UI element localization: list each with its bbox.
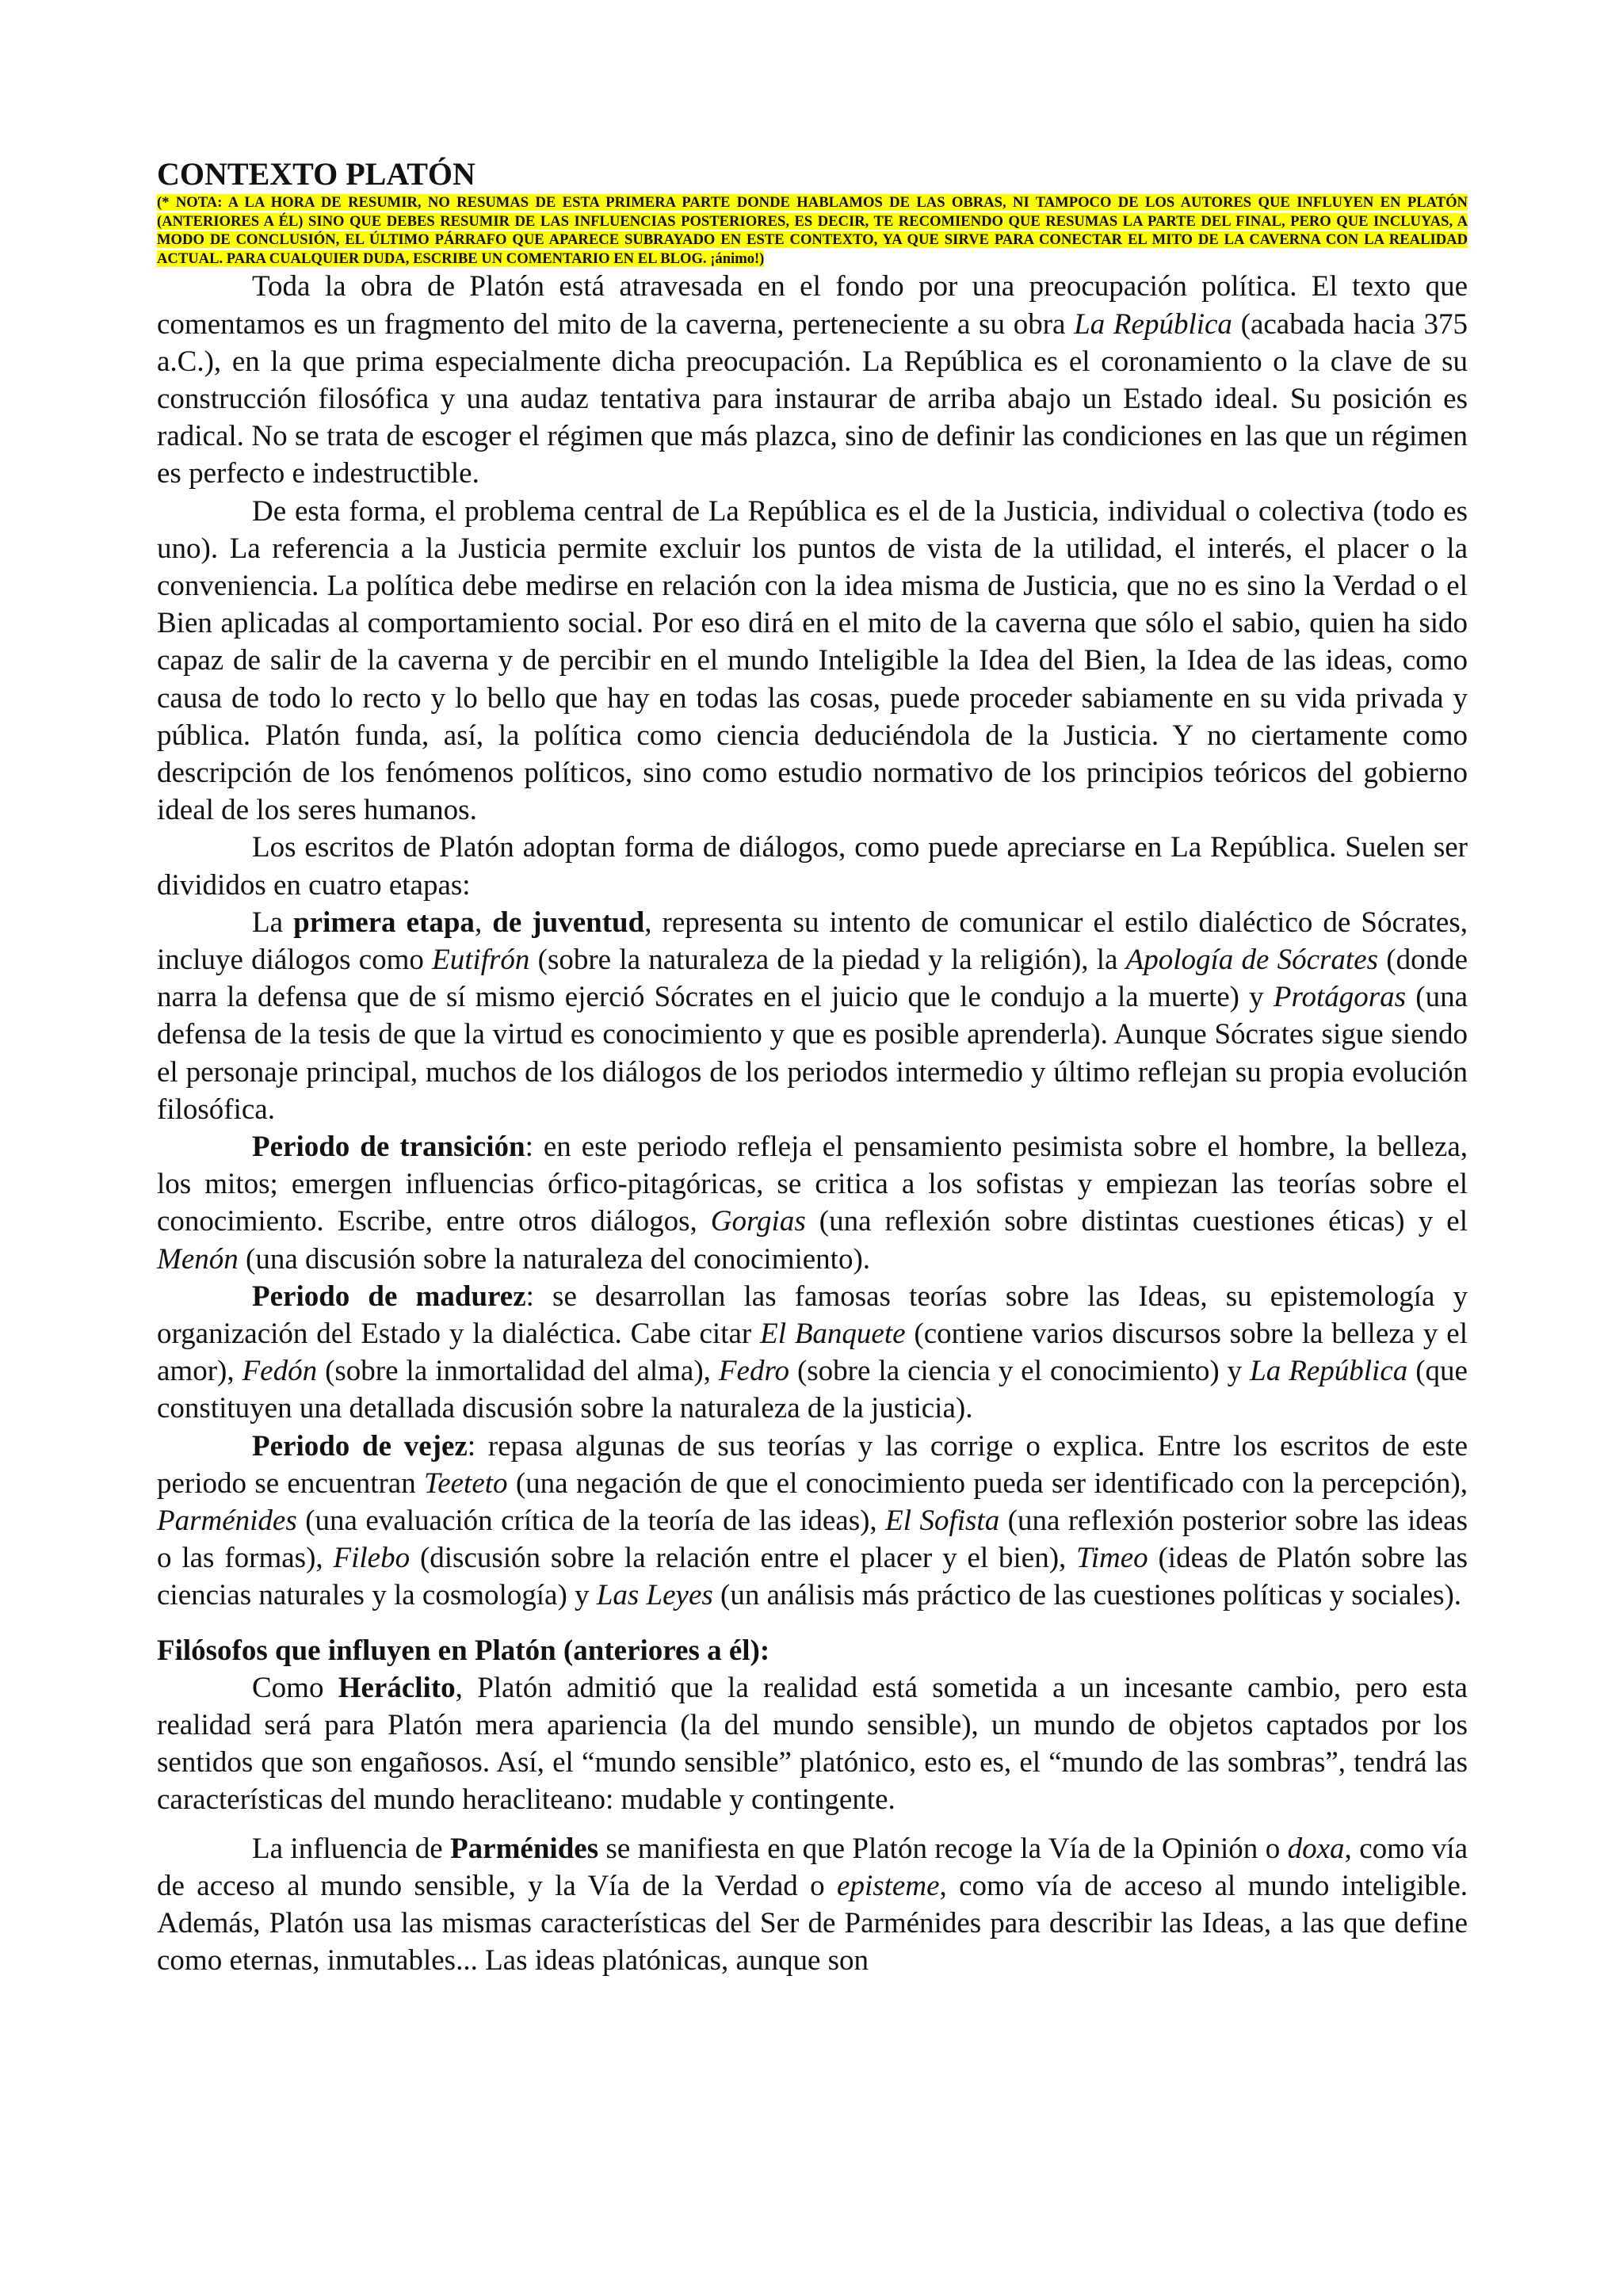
bold-term: primera etapa (293, 906, 475, 939)
work-title: Protágoras (1273, 981, 1407, 1014)
work-title: El Sofista (885, 1505, 1000, 1538)
text-run: : en este periodo refleja el pensamiento pesimista sobre el hombre, la belleza, los mitos; emergen influencias órfico-pitagóricas, se critica a los sofistas y empiezan las teorías sobre el conocimiento. Escribe, entre otros diálogos, (157, 1131, 1468, 1238)
text-run: (un análisis más práctico de las cuestiones políticas y sociales). (712, 1579, 1462, 1612)
bold-term: Periodo de transición (252, 1131, 525, 1164)
highlighted-note (157, 193, 1468, 268)
bold-term: de juventud (492, 906, 645, 939)
work-title: Menón (157, 1242, 239, 1276)
text-run: (una negación de que el conocimiento pueda ser identificado con la percepción), (507, 1466, 1468, 1500)
text-run: , Platón admitió que la realidad está sometida a un incesante cambio, pero esta realidad será para Platón mera apariencia (la del mundo sensible), un mundo de objetos captados por los sentidos que son engañosos. Así, el “mundo sensible” platónico, esto es, el “mundo de las sombras”, tendrá las características del mundo heracliteano: mudable y contingente. (157, 1671, 1468, 1817)
work-title: Timeo (1076, 1542, 1148, 1575)
italic-term: episteme (837, 1869, 940, 1902)
paragraph-first-stage (157, 904, 1468, 1128)
text-run: : repasa algunas de sus teorías y las corrige o explica. Entre los escritos de este periodo se encuentran (157, 1429, 1468, 1500)
text-run: se manifiesta en que Platón recoge la Vía de la Opinión o (598, 1832, 1288, 1865)
text-run: (contiene varios discursos sobre la belleza y el amor), (157, 1318, 1468, 1388)
text-run: (una reflexión posterior sobre las ideas o las formas), (157, 1505, 1468, 1575)
note-text: (* NOTA: A LA HORA DE RESUMIR, NO RESUMAS DE ESTA PRIMERA PARTE DONDE HABLAMOS DE LAS OBRAS, NI TAMPOCO DE LOS AUTORES QUE INFLUYEN EN PLATÓN (ANTERIORES A ÉL) SINO QUE DEBES RESUMIR DE LAS INFLUENCIAS POSTERIORES, ES DECIR, TE RECOMIENDO QUE RESUMAS LA PARTE DEL FINAL, PERO QUE INCLUYAS, A MODO DE CONCLUSIÓN, EL ÚLTIMO PÁRRAFO QUE APARECE SUBRAYADO EN ESTE CONTEXTO, YA QUE SIRVE PARA CONECTAR EL MITO DE LA CAVERNA CON LA REALIDAD ACTUAL. PARA CUALQUIER DUDA, ESCRIBE UN COMENTARIO EN EL BLOG. ¡ánimo!) (157, 194, 1468, 267)
work-title: Gorgias (710, 1205, 806, 1238)
work-title: Apología de Sócrates (1125, 944, 1379, 977)
bold-term: Heráclito (338, 1671, 456, 1704)
work-title: Teeteto (424, 1466, 508, 1500)
text-run: (sobre la naturaleza de la piedad y la religión), la (529, 944, 1126, 977)
bold-term: Parménides (450, 1832, 599, 1865)
text-run: (una defensa de la tesis de que la virtud es conocimiento y que es posible aprenderla). Aunque Sócrates sigue siendo el personaje principal, muchos de los diálogos de los periodos intermedio y último reflejan su propia evolución filosófica. (157, 981, 1468, 1126)
section-heading: Filósofos que influyen en Platón (anteriores a él): (157, 1634, 770, 1667)
text-run: (donde narra la defensa que de sí mismo ejerció Sócrates en el juicio que le condujo a la muerte) y (157, 944, 1468, 1014)
work-title: El Banquete (760, 1318, 906, 1351)
text-run: , como vía de acceso al mundo inteligible. Además, Platón usa las mismas características del Ser de Parménides para describir las Ideas, a las que define como eternas, inmutables... Las ideas platónicas, aunque son (157, 1869, 1468, 1978)
document-title: CONTEXTO PLATÓN (157, 156, 475, 192)
document-body (157, 268, 1468, 1614)
paragraph: Los escritos de Platón adoptan forma de diálogos, como puede apreciarse en La República. Suelen ser divididos en cuatro etapas: (157, 831, 1468, 902)
paragraph-parmenides (157, 1830, 1468, 1980)
text-run: (una reflexión sobre distintas cuestiones éticas) y el (805, 1205, 1468, 1238)
work-title: Eutifrón (432, 944, 530, 977)
text-run: , como vía de acceso al mundo sensible, y la Vía de la Verdad o (157, 1832, 1468, 1902)
text-run: (acabada hacia 375 a.C.), en la que prima especialmente dicha preocupación. La República es el coronamiento o la clave de su construcción filosófica y una audaz tentativa para instaurar de arriba abajo un Estado ideal. Su posición es radical. No se trata de escoger el régimen que más plazca, sino de definir las condiciones en las que un régimen es perfecto e indestructible. (157, 307, 1468, 490)
text-run: (una evaluación crítica de la teoría de las ideas), (296, 1505, 886, 1538)
work-title: Parménides (157, 1505, 297, 1538)
work-title: Las Leyes (596, 1579, 713, 1612)
text-run: , (474, 906, 493, 939)
text-run: (discusión sobre la relación entre el placer y el bien), (410, 1542, 1077, 1575)
text-run: (sobre la inmortalidad del alma), (317, 1355, 719, 1388)
text-run: Como (252, 1671, 338, 1704)
text-run: : se desarrollan las famosas teorías sobre las Ideas, su epistemología y organización del Estado y la dialéctica. Cabe citar (157, 1280, 1468, 1351)
text-run: (ideas de Platón sobre las ciencias naturales y la cosmología) y (157, 1542, 1468, 1612)
work-title: Filebo (333, 1542, 411, 1575)
text-run: (una discusión sobre la naturaleza del conocimiento). (238, 1242, 871, 1276)
paragraph-maturity (157, 1278, 1468, 1428)
document-page (157, 155, 1468, 1979)
text-run: Toda la obra de Platón está atravesada en el fondo por una preocupación política. El texto que comentamos es un fragmento del mito de la caverna, perteneciente a su obra (157, 270, 1468, 341)
paragraph (157, 268, 1468, 492)
paragraph-heraclitus (157, 1669, 1468, 1819)
work-title: La República (1250, 1355, 1408, 1388)
paragraph: De esta forma, el problema central de La República es el de la Justicia, individual o colectiva (todo es uno). La referencia a la Justicia permite excluir los puntos de vista de la utilidad, el interés, el placer o la conveniencia. La política debe medirse en relación con la idea misma de Justicia, que no es sino la Verdad o el Bien aplicadas al comportamiento social. Por eso dirá en el mito de la caverna que sólo el sabio, quien ha sido capaz de salir de la caverna y de percibir en el mundo Inteligible la Idea del Bien, la Idea de las ideas, como causa de todo lo recto y lo bello que hay en todas las cosas, puede proceder sabiamente en su vida privada y pública. Platón funda, así, la política como ciencia deduciéndola de la Justicia. Y no ciertamente como descripción de los fenómenos políticos, sino como estudio normativo de los principios teóricos del gobierno ideal de los seres humanos. (157, 494, 1468, 827)
paragraph-transition (157, 1128, 1468, 1278)
text-run: La influencia de (252, 1832, 451, 1865)
work-title: Fedón (242, 1355, 318, 1388)
bold-term: Periodo de vejez (252, 1429, 468, 1463)
bold-term: Periodo de madurez (252, 1280, 526, 1313)
paragraph-old-age (157, 1428, 1468, 1615)
work-title: La República (1074, 307, 1232, 341)
text-run: (que constituyen una detallada discusión sobre la naturaleza de la justicia). (157, 1355, 1468, 1425)
document-body-2 (157, 1669, 1468, 1980)
italic-term: doxa (1287, 1832, 1345, 1865)
text-run: La (252, 906, 294, 939)
text-run: , representa su intento de comunicar el estilo dialéctico de Sócrates, incluye diálogos como (157, 906, 1468, 977)
text-run: (sobre la ciencia y el conocimiento) y (789, 1355, 1251, 1388)
work-title: Fedro (718, 1355, 789, 1388)
